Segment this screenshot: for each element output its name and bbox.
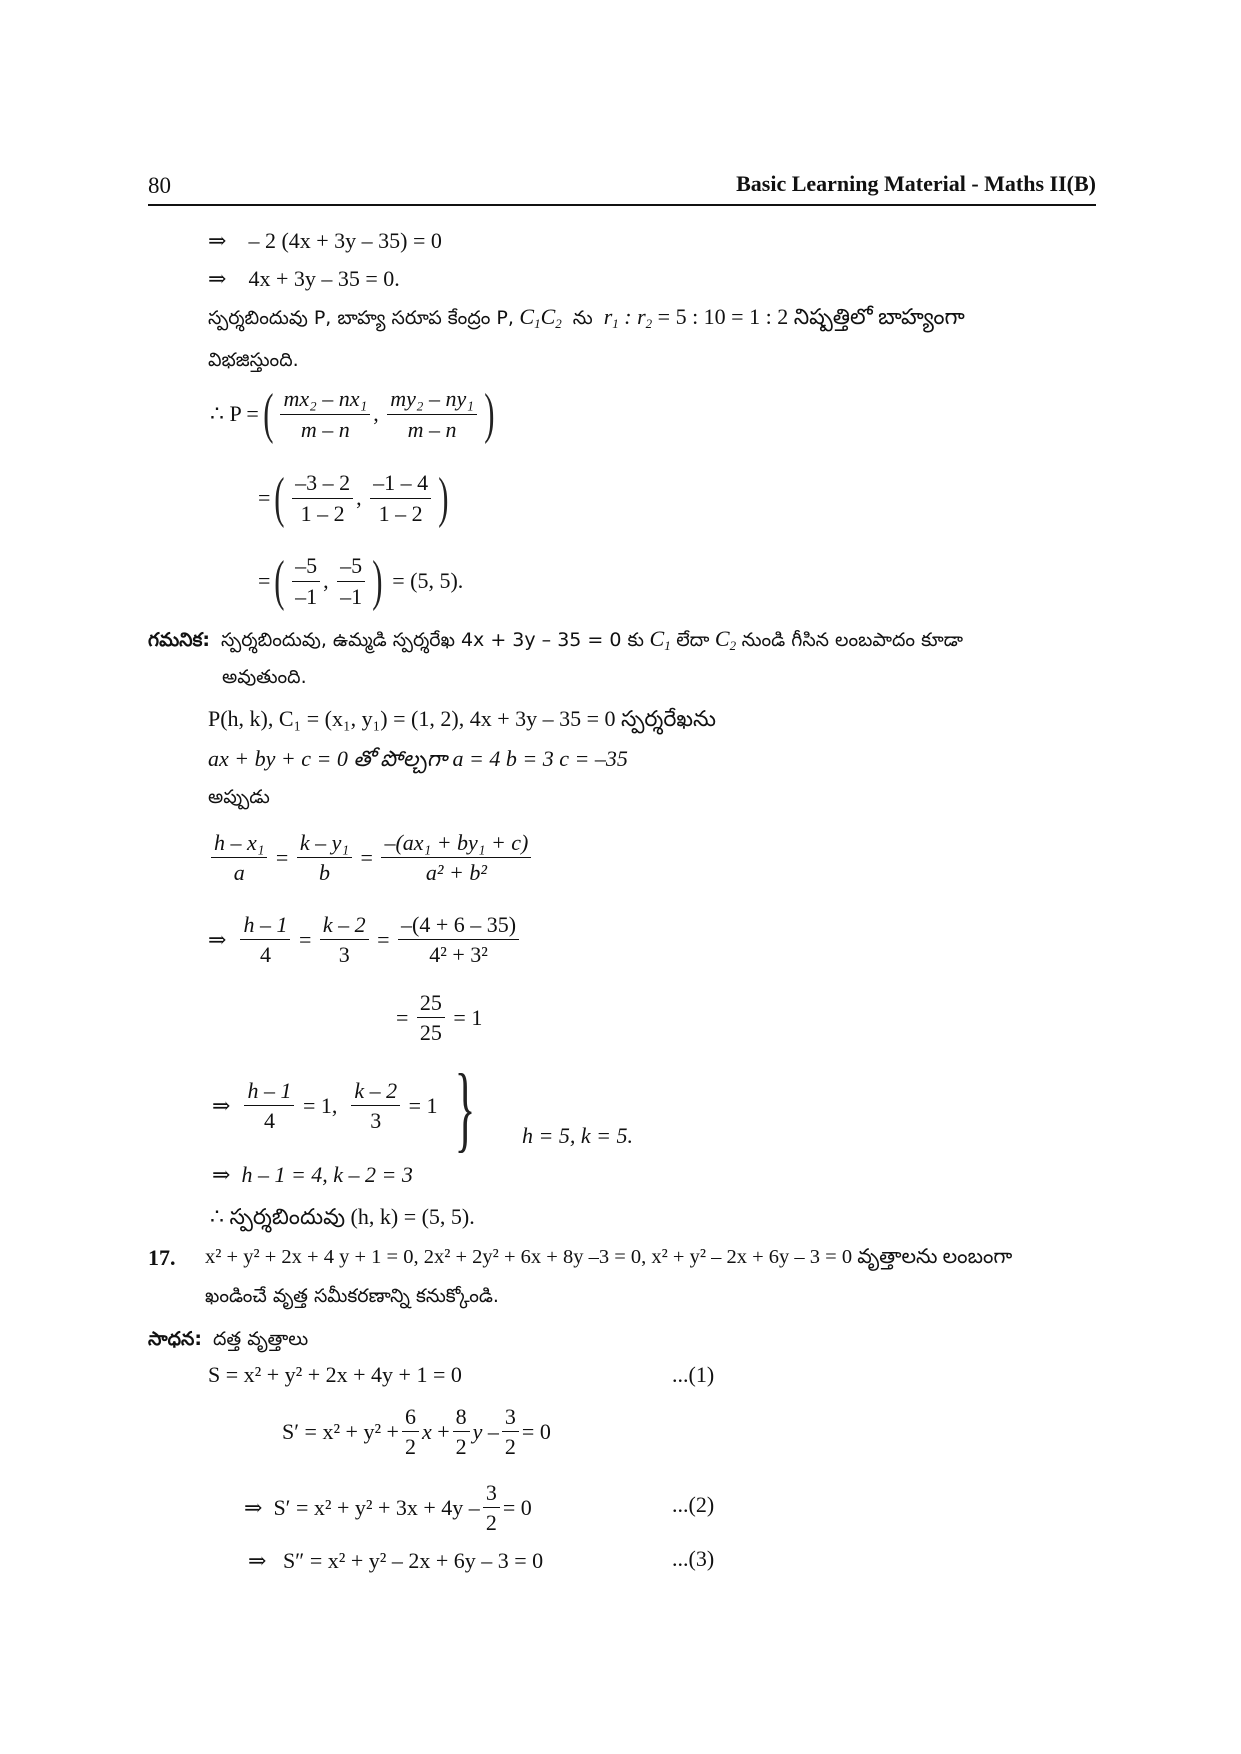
fraction: $\frac{3}{2}$ (483, 1480, 500, 1536)
then-label: అప్పుడు (208, 786, 270, 808)
equals: = (258, 485, 271, 510)
fraction: $\frac{-5}{-1}$ (292, 553, 320, 609)
circle-equation-2-raw: S′ = x² + y² + $\frac{6}{2}$ x + $\frac{8}{2}$ y – $\frac{3}{2}$ = 0 (282, 1404, 551, 1460)
right-paren: ) (438, 467, 449, 529)
equation-rhs: = 0 (502, 1494, 532, 1520)
solution-heading (148, 1325, 308, 1355)
equation-text: 4x + 3y – 35 = 0. (248, 266, 400, 291)
derivation-line-2 (208, 266, 400, 292)
implies-symbol: ⇒ (248, 1548, 267, 1573)
note-text: లేదా (676, 629, 710, 651)
equals: = (298, 926, 312, 952)
problem-statement-cont: ఖండించే వృత్త సమీకరణాన్ని కనుక్కోండి. (205, 1285, 499, 1307)
equation-tag-1: ...(1) (672, 1362, 715, 1387)
fraction: $\frac{k - 2}{3}$ (320, 912, 369, 968)
derivation-line-1 (208, 228, 442, 254)
fraction: $\frac{k - 2}{3}$ (351, 1078, 400, 1134)
equation-text: h – 1 = 4, k – 2 = 3 (241, 1162, 413, 1187)
equation-rhs: = 0 (521, 1418, 551, 1444)
left-paren: ( (274, 550, 285, 612)
equation-tag-3: ...(3) (672, 1546, 715, 1571)
comparison-line: ax + by + c = 0 తో పోల్చగా a = 4 b = 3 c = –35 (208, 746, 628, 771)
fraction: $\frac{\text{–(ax₁ + by₁ + c)}}{\text{a² + b²}}$ (381, 830, 531, 886)
simplified-ratio (396, 990, 482, 1046)
math-c1c2: $C_1C_2$ (519, 304, 562, 331)
equation-text: S″ = x² + y² – 2x + 6y – 3 = 0 (282, 1548, 544, 1573)
circle-equation-1: S = x² + y² + 2x + 4y + 1 = 0 (208, 1362, 462, 1387)
system-line-1 (212, 1078, 438, 1134)
solution-label: సాధన: (148, 1328, 202, 1350)
math-ratio: $r_1$ : $r_2$ (603, 304, 653, 331)
fraction: $\frac{\text{mx₂ – nx₁}}{m - n}$ (280, 386, 370, 442)
implies-symbol: ⇒ (208, 228, 227, 253)
fraction: $\frac{h - 1}{4}$ (240, 912, 290, 968)
paragraph-contact-point (208, 304, 965, 335)
right-brace: } (454, 1054, 476, 1161)
circle-equation-3 (248, 1548, 543, 1574)
equals: = (377, 926, 390, 952)
value: = 1, (302, 1092, 338, 1118)
equation-tag-2: ...(2) (672, 1492, 715, 1517)
running-header-title: Basic Learning Material - Maths II(B) (736, 171, 1096, 196)
substituted-formula (208, 912, 522, 968)
right-paren: ) (484, 383, 495, 445)
equation-lhs: S′ = x² + y² + 3x + 4y – (273, 1494, 480, 1520)
problem-statement: x² + y² + 2x + 4 y + 1 = 0, 2x² + 2y² + 6x + 8y –3 = 0, x² + y² – 2x + 6y – 3 = 0 వృత్తాలను లంబంగా (205, 1246, 1013, 1268)
fraction: $\frac{8}{2}$ (453, 1404, 470, 1460)
telugu-text: ను (572, 307, 593, 329)
solution-intro: దత్త వృత్తాలు (212, 1328, 309, 1350)
fraction: $\frac{-5}{-1}$ (337, 553, 365, 609)
substitution-line: = ( $\frac{-3 - 2}{1 - 2}$ , $\frac{-1 - 4}{1 - 2}$ ) (258, 467, 449, 529)
equation-lhs: S′ = x² + y² + (282, 1418, 399, 1444)
implies-symbol: ⇒ (208, 266, 227, 291)
ratio-text: = 5 : 10 = 1 : 2 నిష్పత్తిలో బాహ్యంగా (657, 304, 965, 329)
implies-symbol: ⇒ (212, 1162, 231, 1187)
note-paragraph-cont: అవుతుంది. (222, 666, 307, 688)
left-paren: ( (263, 383, 274, 445)
implies-symbol: ⇒ (244, 1494, 263, 1520)
fraction: $\frac{\text{h – x₁}}{a}$ (211, 830, 267, 886)
result-line: = ( $\frac{-5}{-1}$ , $\frac{-5}{-1}$ ) = (5, 5). (258, 550, 464, 612)
note-text: నుండి గీసిన లంబపాదం కూడా (741, 629, 964, 651)
given-values-line: P(h, k), C₁ = (x₁, y₁) = (1, 2), 4x + 3y – 35 = 0 స్పర్శరేఖను (208, 706, 717, 731)
fraction: $\frac{3}{2}$ (502, 1404, 519, 1460)
note-paragraph (148, 626, 963, 656)
p-equals: P = (229, 401, 259, 426)
therefore-symbol: ∴ (210, 401, 224, 426)
fraction: $\frac{\text{my₂ – ny₁}}{m - n}$ (387, 386, 477, 442)
implies-symbol: ⇒ (208, 926, 227, 952)
right-paren: ) (372, 550, 383, 612)
left-paren: ( (274, 467, 285, 529)
fraction: $\frac{-1 - 4}{1 - 2}$ (370, 470, 431, 526)
fraction: $\frac{-3 - 2}{1 - 2}$ (292, 470, 353, 526)
system-line-2 (212, 1162, 413, 1188)
fraction: $\frac{6}{2}$ (402, 1404, 419, 1460)
note-text: స్పర్శబిందువు, ఉమ్మడి స్పర్శరేఖ 4x + 3y – 35 = 0 కు (221, 629, 644, 651)
fraction: $\frac{25}{25}$ (417, 990, 445, 1046)
note-label: గమనిక: (148, 629, 211, 651)
page-number: 80 (148, 173, 171, 198)
telugu-text: స్పర్శబిందువు P, బాహ్య సరూప కేంద్రం P, (208, 307, 514, 329)
section-formula-line: ∴ P = ( $\frac{\text{mx₂ – nx₁}}{m - n}$ , $\frac{\text{my₂ – ny₁}}{m - n}$ ) (210, 383, 495, 445)
equation-text: – 2 (4x + 3y – 35) = 0 (248, 228, 442, 253)
header-rule (148, 204, 1096, 206)
equals: = (275, 844, 289, 870)
result-value: = (5, 5). (392, 568, 464, 593)
fraction: $\frac{h - 1}{4}$ (244, 1078, 294, 1134)
equals: = (360, 844, 373, 870)
math-c1: $C_1$ (649, 626, 671, 653)
fraction: $\frac{-(4 + 6 - 35)}{\text{4² + 3²}}$ (398, 912, 519, 968)
foot-of-perpendicular-formula (208, 830, 534, 886)
circle-equation-2 (244, 1480, 532, 1536)
equals: = (258, 568, 271, 593)
implies-symbol: ⇒ (212, 1092, 231, 1118)
equals: = (396, 1004, 409, 1030)
paragraph-contact-point-cont: విభజిస్తుంది. (208, 349, 299, 371)
ratio-value: = 1 (453, 1004, 483, 1030)
fraction: $\frac{\text{k – y₁}}{b}$ (297, 830, 352, 886)
problem-number: 17. (148, 1245, 176, 1270)
hk-solution: h = 5, k = 5. (522, 1123, 633, 1148)
math-c2: $C_2$ (714, 626, 737, 653)
value: = 1 (408, 1092, 438, 1118)
final-contact-point: ∴ స్పర్శబిందువు (h, k) = (5, 5). (210, 1204, 475, 1229)
